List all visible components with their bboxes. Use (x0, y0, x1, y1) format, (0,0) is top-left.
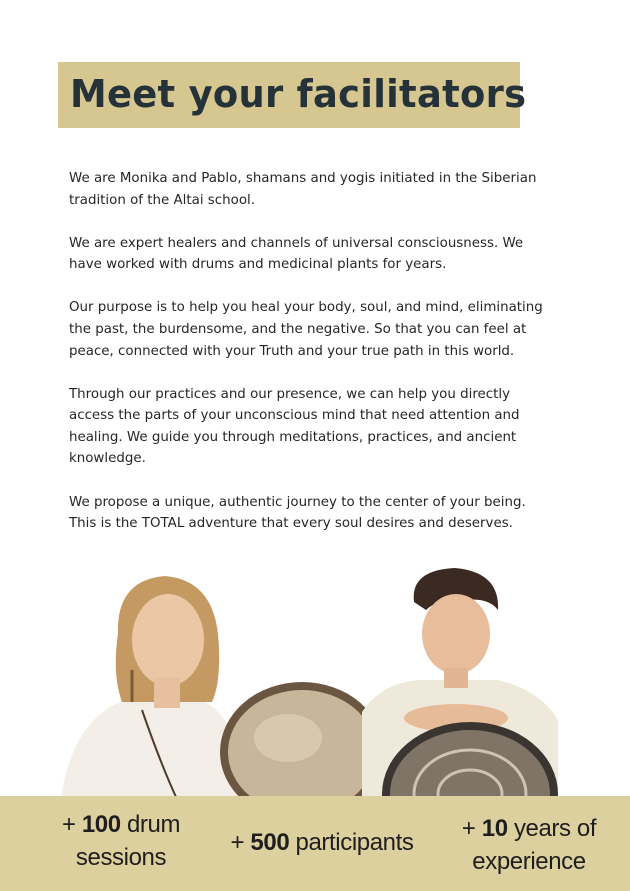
paragraph: We propose a unique, authentic journey to the center of your being. This is the TOTAL adventure that every soul desires and deserves. (69, 494, 526, 532)
stat-number: 100 (81, 811, 121, 838)
stat-label: experience (472, 848, 586, 875)
monika-figure (60, 576, 250, 802)
stat-label: sessions (75, 844, 167, 871)
paragraph: Through our practices and our presence, we can help you directly access the parts of your unconscious mind that need attention and healing. We guide you through meditations, practices, and ancient knowledge. (69, 386, 520, 467)
paragraph: We are expert healers and channels of universal consciousness. We have worked with drums and medicinal plants for years. (69, 235, 524, 273)
stat-label: drum (120, 811, 181, 838)
stat-label: participants (289, 829, 414, 856)
stat-participants (212, 826, 432, 859)
intro-text (69, 168, 557, 556)
stat-prefix: + (61, 811, 82, 838)
stat-drum-sessions (40, 808, 202, 874)
page-title: Meet your facilitators (70, 72, 527, 116)
paragraph: Our purpose is to help you heal your body, soul, and mind, eliminating the past, the burdensome, and the negative. So that you can feel at peace, connected with your Truth and your true path in this world. (69, 300, 543, 359)
stat-label: years of (507, 815, 597, 842)
stat-number: 500 (250, 829, 290, 856)
stat-years-experience (444, 812, 614, 878)
paragraph: We are Monika and Pablo, shamans and yogis initiated in the Siberian tradition of the Altai school. (69, 171, 537, 208)
facilitators-photo (0, 562, 630, 822)
stat-prefix: + (230, 829, 251, 856)
stat-prefix: + (461, 815, 482, 842)
stat-number: 10 (481, 815, 508, 842)
